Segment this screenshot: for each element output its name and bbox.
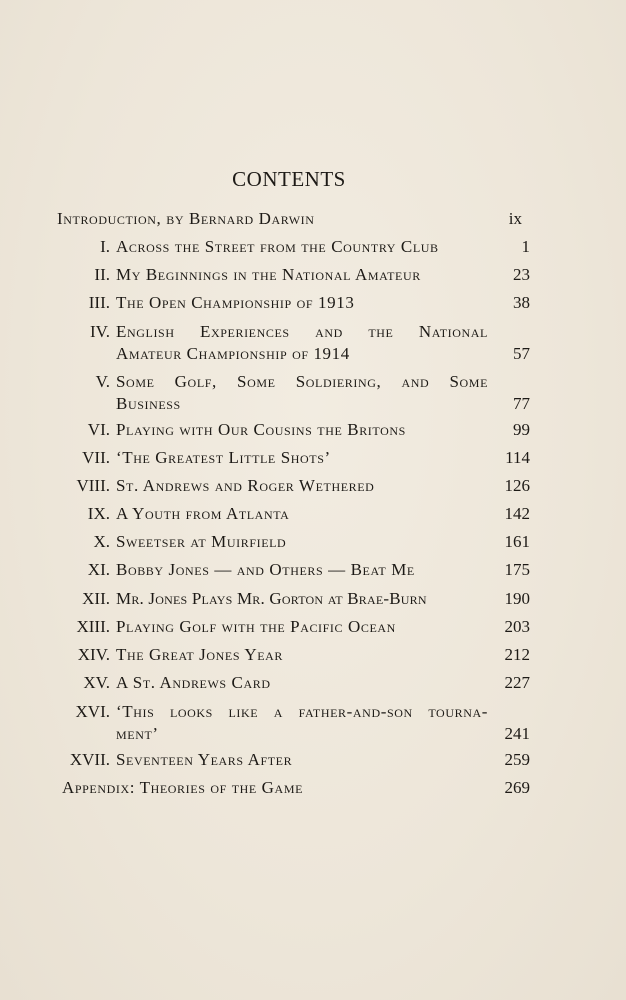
toc-entry-page: 99: [513, 420, 530, 439]
toc-entry-introduction[interactable]: [0, 207, 626, 231]
toc-entry-chapter-10[interactable]: [0, 530, 626, 554]
toc-entry-chapter-15[interactable]: [0, 671, 626, 695]
toc-entry-page: 227: [504, 673, 530, 692]
toc-entry-title: Some Golf, Some Soldiering, and Some: [116, 372, 488, 391]
toc-entry-chapter-16[interactable]: [0, 700, 626, 748]
toc-entry-page: 269: [504, 778, 530, 797]
toc-entry-number: V.: [95, 372, 110, 391]
toc-entry-number: VIII.: [76, 476, 110, 495]
toc-entry-page: 259: [504, 750, 530, 769]
toc-entry-title: Bobby Jones — and Others — Beat Me: [116, 560, 415, 579]
toc-entry-chapter-1[interactable]: [0, 235, 626, 259]
toc-entry-number: XIII.: [76, 617, 110, 636]
toc-entry-page: 114: [505, 448, 530, 467]
toc-entry-title: ‘This looks like a father-and-son tourna-: [116, 702, 488, 721]
toc-entry-chapter-6[interactable]: [0, 418, 626, 442]
toc-entry-number: VI.: [87, 420, 110, 439]
toc-entry-page: 203: [504, 617, 530, 636]
toc-entry-title-continued: Business: [116, 394, 181, 413]
toc-entry-title: English Experiences and the National: [116, 322, 488, 341]
toc-entry-chapter-5[interactable]: [0, 370, 626, 418]
toc-entry-number: VII.: [82, 448, 110, 467]
toc-entry-title: Appendix: Theories of the Game: [62, 778, 304, 797]
toc-entry-chapter-3[interactable]: [0, 291, 626, 315]
toc-entry-title: Playing with Our Cousins the Britons: [116, 420, 406, 439]
toc-entry-title: Playing Golf with the Pacific Ocean: [116, 617, 396, 636]
toc-entry-number: IV.: [90, 322, 110, 341]
toc-entry-page: 175: [504, 560, 530, 579]
toc-entry-number: I.: [100, 237, 110, 256]
toc-entry-title-continued: Amateur Championship of 1914: [116, 344, 350, 363]
toc-entry-title: Mr. Jones Plays Mr. Gorton at Brae-Burn: [116, 589, 427, 608]
toc-entry-chapter-12[interactable]: [0, 587, 626, 611]
toc-entry-title: Sweetser at Muirfield: [116, 532, 287, 551]
toc-entry-page: 142: [504, 504, 530, 523]
toc-entry-page: 126: [504, 476, 530, 495]
toc-entry-number: IX.: [87, 504, 110, 523]
toc-entry-chapter-7[interactable]: [0, 446, 626, 470]
toc-entry-number: XVII.: [69, 750, 110, 769]
toc-entry-page: ix: [508, 209, 522, 228]
toc-entry-chapter-4[interactable]: [0, 320, 626, 368]
toc-entry-page: 1: [521, 237, 530, 256]
toc-entry-number: XV.: [83, 673, 110, 692]
toc-entry-page: 77: [513, 394, 530, 413]
toc-entry-page: 241: [504, 724, 530, 743]
toc-entry-title: Introduction, by Bernard Darwin: [57, 209, 315, 228]
toc-entry-number: II.: [94, 265, 110, 284]
toc-entry-chapter-9[interactable]: [0, 502, 626, 526]
toc-entry-title: Seventeen Years After: [116, 750, 293, 769]
toc-entry-chapter-2[interactable]: [0, 263, 626, 287]
toc-entry-page: 23: [513, 265, 530, 284]
toc-entry-page: 212: [504, 645, 530, 664]
toc-entry-chapter-17[interactable]: [0, 748, 626, 772]
toc-entry-chapter-8[interactable]: [0, 474, 626, 498]
toc-entry-number: XVI.: [75, 702, 110, 721]
toc-entry-title: St. Andrews and Roger Wethered: [116, 476, 375, 495]
toc-entry-number: XI.: [87, 560, 110, 579]
toc-entry-number: III.: [88, 293, 110, 312]
toc-entry-title: The Open Championship of 1913: [116, 293, 355, 312]
toc-entry-page: 161: [504, 532, 530, 551]
toc-entry-title: My Beginnings in the National Amateur: [116, 265, 421, 284]
toc-entry-title: A Youth from Atlanta: [116, 504, 290, 523]
toc-entry-page: 57: [513, 344, 530, 363]
page-title: CONTENTS: [232, 167, 346, 191]
toc-entry-title: ‘The Greatest Little Shots’: [116, 448, 331, 467]
toc-entry-number: XII.: [82, 589, 110, 608]
toc-entry-chapter-14[interactable]: [0, 643, 626, 667]
toc-entry-chapter-13[interactable]: [0, 615, 626, 639]
toc-entry-page: 38: [513, 293, 530, 312]
toc-entry-number: X.: [93, 532, 110, 551]
toc-entry-title: The Great Jones Year: [116, 645, 284, 664]
toc-entry-appendix[interactable]: [0, 776, 626, 800]
toc-entry-page: 190: [504, 589, 530, 608]
toc-entry-number: XIV.: [77, 645, 110, 664]
toc-entry-title: A St. Andrews Card: [116, 673, 271, 692]
toc-entry-title: Across the Street from the Country Club: [116, 237, 439, 256]
toc-entry-chapter-11[interactable]: [0, 558, 626, 582]
toc-entry-title-continued: ment’: [116, 724, 159, 743]
